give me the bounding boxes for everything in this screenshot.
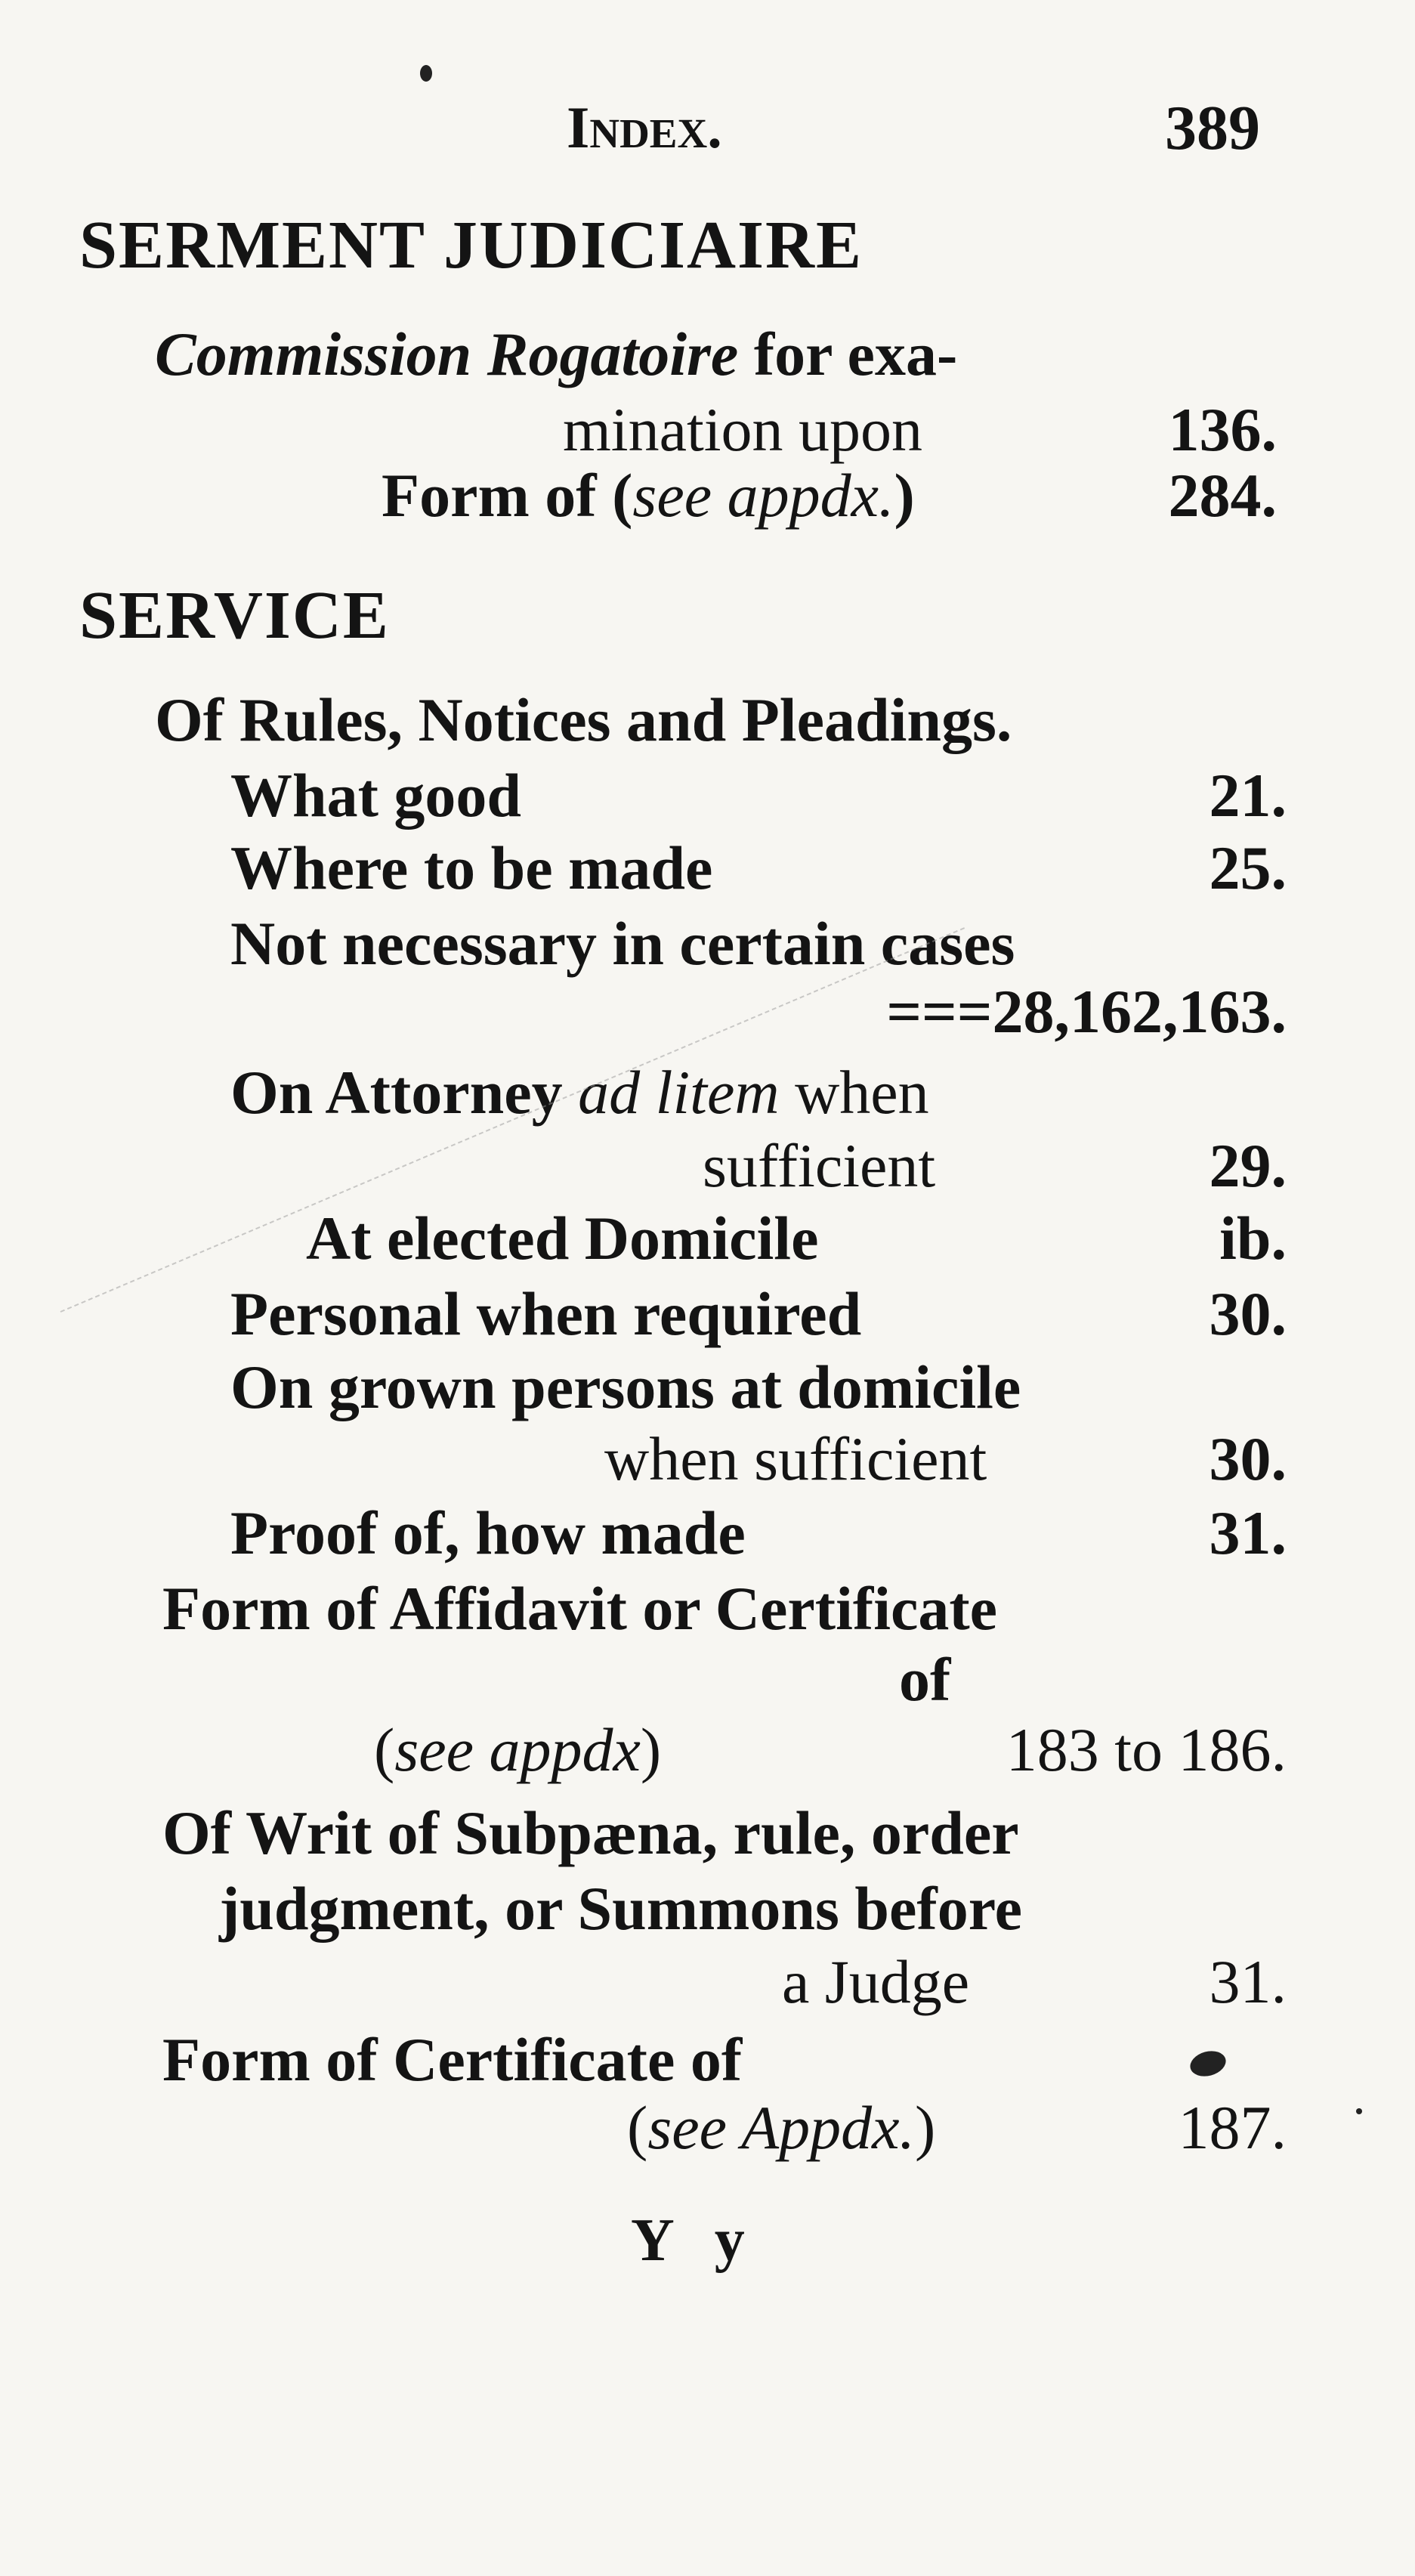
index-entry: judgment, or Summons before (219, 1874, 1022, 1943)
page-reference: ib. (1219, 1204, 1287, 1273)
ink-speck (1356, 2108, 1362, 2114)
ink-speck (420, 65, 432, 82)
index-entry: Not necessary in certain cases (230, 909, 1015, 978)
index-entry: (see Appdx.) (627, 2093, 936, 2162)
page-reference: 29. (1209, 1131, 1287, 1200)
index-entry: sufficient (703, 1131, 936, 1200)
index-entry: Proof of, how made (230, 1498, 746, 1567)
index-entry: Form of Affidavit or Certificate (162, 1574, 998, 1643)
index-entry: (see appdx) (374, 1715, 662, 1784)
index-entry: Form of (see appdx.) (382, 461, 915, 530)
page-reference: 183 to 186. (1006, 1715, 1287, 1784)
page-reference: 136. (1168, 395, 1277, 464)
index-entry: Form of Certificate of (162, 2025, 743, 2094)
page-reference: 30. (1209, 1424, 1287, 1493)
index-entry: What good (230, 761, 522, 830)
index-entry: a Judge (782, 1947, 970, 2016)
index-entry: Commission Rogatoire for exa- (155, 320, 958, 388)
ink-blot (1188, 2047, 1229, 2080)
index-entry: mination upon (563, 395, 923, 464)
running-head: Index. (567, 94, 722, 160)
index-entry: On grown persons at domicile (230, 1353, 1021, 1421)
page-reference: 187. (1178, 2093, 1287, 2162)
index-entry: when sufficient (604, 1424, 987, 1493)
index-entry: of (899, 1645, 951, 1714)
page-reference: 30. (1209, 1279, 1287, 1348)
page-reference: 284. (1168, 461, 1277, 530)
index-entry: Of Writ of Subpæna, rule, order (162, 1798, 1019, 1867)
index-entry: ===28,162,163. (886, 977, 1287, 1046)
printer-signature-mark: Y y (631, 2207, 758, 2274)
page-reference: 21. (1209, 761, 1287, 830)
page-reference: 31. (1209, 1947, 1287, 2016)
index-entry: On Attorney ad litem when (230, 1058, 929, 1127)
page-reference: 31. (1209, 1498, 1287, 1567)
index-entry: Where to be made (230, 833, 713, 902)
section-heading: SERMENT JUDICIAIRE (79, 208, 864, 283)
page-number: 389 (1165, 93, 1260, 163)
section-heading: SERVICE (79, 578, 390, 653)
index-entry: Personal when required (230, 1279, 862, 1348)
page-reference: 25. (1209, 833, 1287, 902)
index-entry: At elected Domicile (306, 1204, 819, 1273)
index-entry: Of Rules, Notices and Pleadings. (155, 685, 1012, 754)
leader-dashes: === (886, 977, 993, 1046)
